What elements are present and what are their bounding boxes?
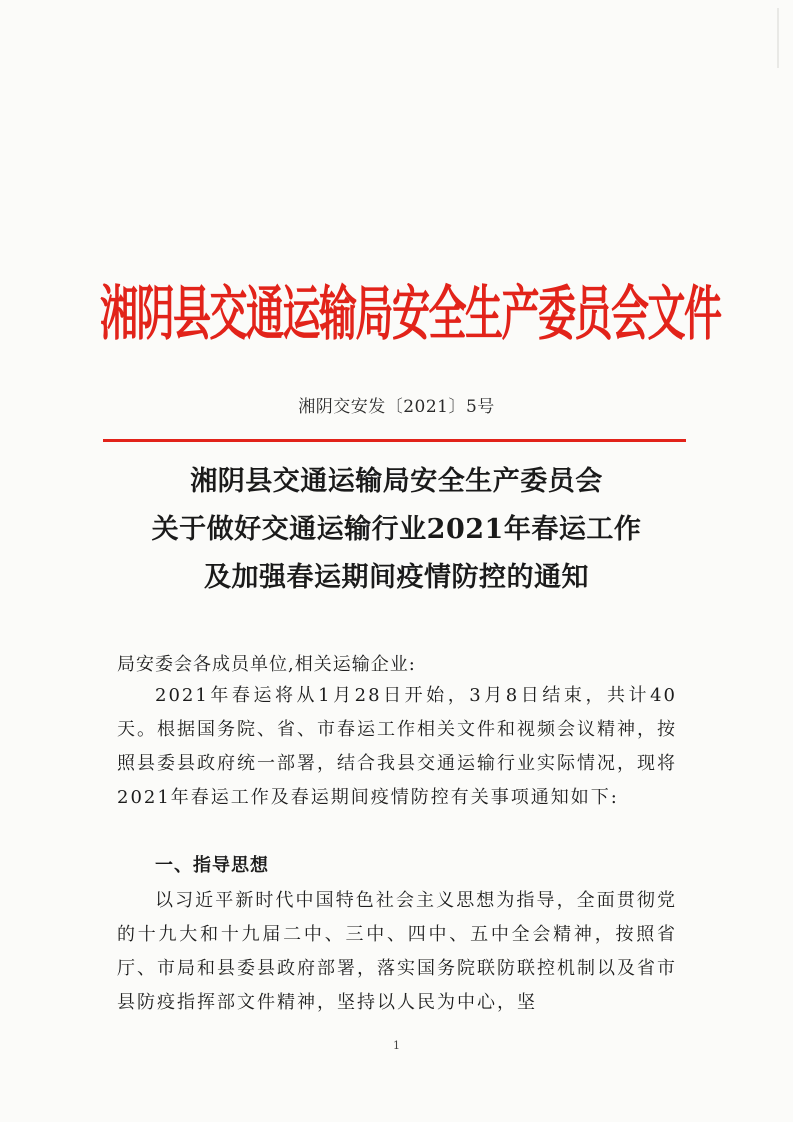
notice-title-line-2: 关于做好交通运输行业2021年春运工作 [151,514,642,545]
addressee: 局安委会各成员单位,相关运输企业: [117,654,416,675]
paragraph-guiding-ideology: 以习近平新时代中国特色社会主义思想为指导，全面贯彻党的十九大和十九届二中、三中、四中、五中全会精神，按照省厅、市局和县委县政府部署，落实国务院联防联控机制以及省市县防疫指挥部文件精神，坚持以人民为中心，坚 [117,890,677,1013]
paragraph-intro: 2021年春运将从1月28日开始，3月8日结束，共计40天。根据国务院、省、市春运工作相关文件和视频会议精神，按照县委县政府统一部署，结合我县交通运输行业实际情况，现将2021年春运工作及春运期间疫情防控有关事项通知如下: [117,685,677,808]
notice-title-line-1: 湘阴县交通运输局安全生产委员会 [190,466,603,497]
page-number: 1 [393,1039,400,1052]
scan-edge-mark [777,8,779,68]
notice-title-line-3: 及加强春运期间疫情防控的通知 [204,562,589,593]
red-separator-line [103,439,686,442]
section-heading-guiding-ideology: 一、指导思想 [155,855,269,876]
red-header-title: 湘阴县交通运输局安全生产委员会文件 [100,278,721,349]
document-number: 湘阴交安发〔2021〕5号 [298,397,495,417]
